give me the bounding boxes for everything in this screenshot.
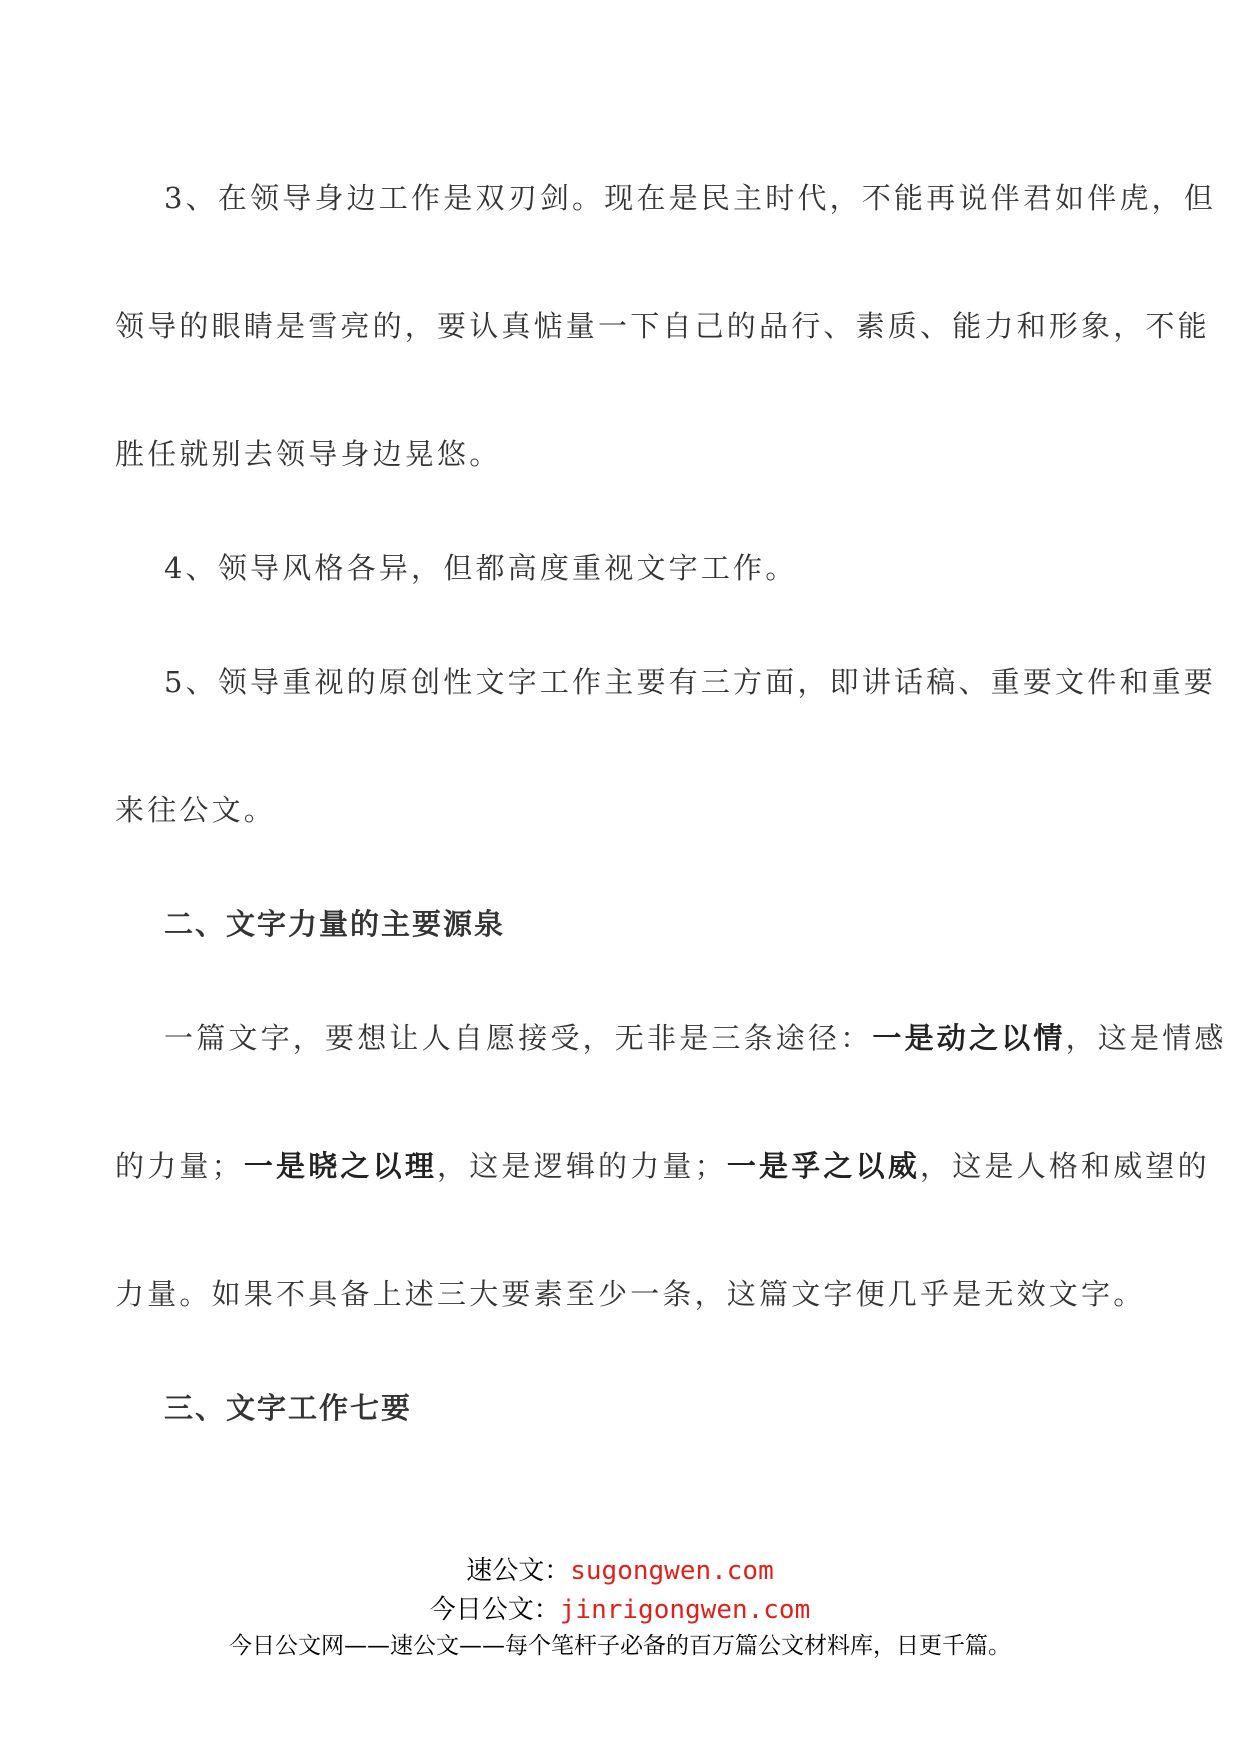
footer-line-jinrigongwen [0,1589,1240,1626]
jinrigongwen-link[interactable]: jinrigongwen.com [559,1595,811,1625]
bold-point-emotion: 一是动之以情 [872,1021,1066,1055]
paragraph-sources-line-1 [115,1020,1227,1056]
footer-tagline: 今日公文网——速公文——每个笔杆子必备的百万篇公文材料库，日更千篇。 [229,1633,1011,1659]
footer-label: 速公文： [466,1556,571,1586]
paragraph-3-line-2: 领导的眼睛是雪亮的，要认真惦量一下自己的品行、素质、能力和形象，不能 [115,309,1210,343]
paragraph-3-line-1: 3、在领导身边工作是双刃剑。现在是民主时代，不能再说伴君如伴虎，但 [164,181,1217,215]
paragraph-5-line-1: 5、领导重视的原创性文字工作主要有三方面，即讲话稿、重要文件和重要 [164,665,1217,699]
paragraph-sources-line-2 [115,1148,1210,1184]
footer-label: 今日公文： [429,1595,560,1625]
text-run: 的力量； [115,1149,244,1183]
footer-line-sugongwen [0,1550,1240,1587]
bold-point-reason: 一是晓之以理 [243,1149,438,1183]
paragraph-sources-line-3: 力量。如果不具备上述三大要素至少一条，这篇文字便几乎是无效文字。 [115,1277,1146,1311]
sugongwen-link[interactable]: sugongwen.com [570,1556,774,1586]
paragraph-5-line-2: 来往公文。 [115,793,277,827]
bold-point-authority: 一是孚之以威 [726,1149,921,1183]
text-run: 一篇文字，要想让人自愿接受，无非是三条途径： [164,1021,873,1055]
paragraph-4: 4、领导风格各异，但都高度重视文字工作。 [164,551,798,585]
text-run: ，这是情感 [1065,1021,1227,1055]
section-heading-3: 三、文字工作七要 [164,1391,413,1425]
text-run: ，这是逻辑的力量； [437,1149,727,1183]
text-run: ，这是人格和威望的 [920,1149,1210,1183]
paragraph-3-line-3: 胜任就别去领导身边晃悠。 [115,437,502,471]
section-heading-2: 二、文字力量的主要源泉 [164,907,506,941]
